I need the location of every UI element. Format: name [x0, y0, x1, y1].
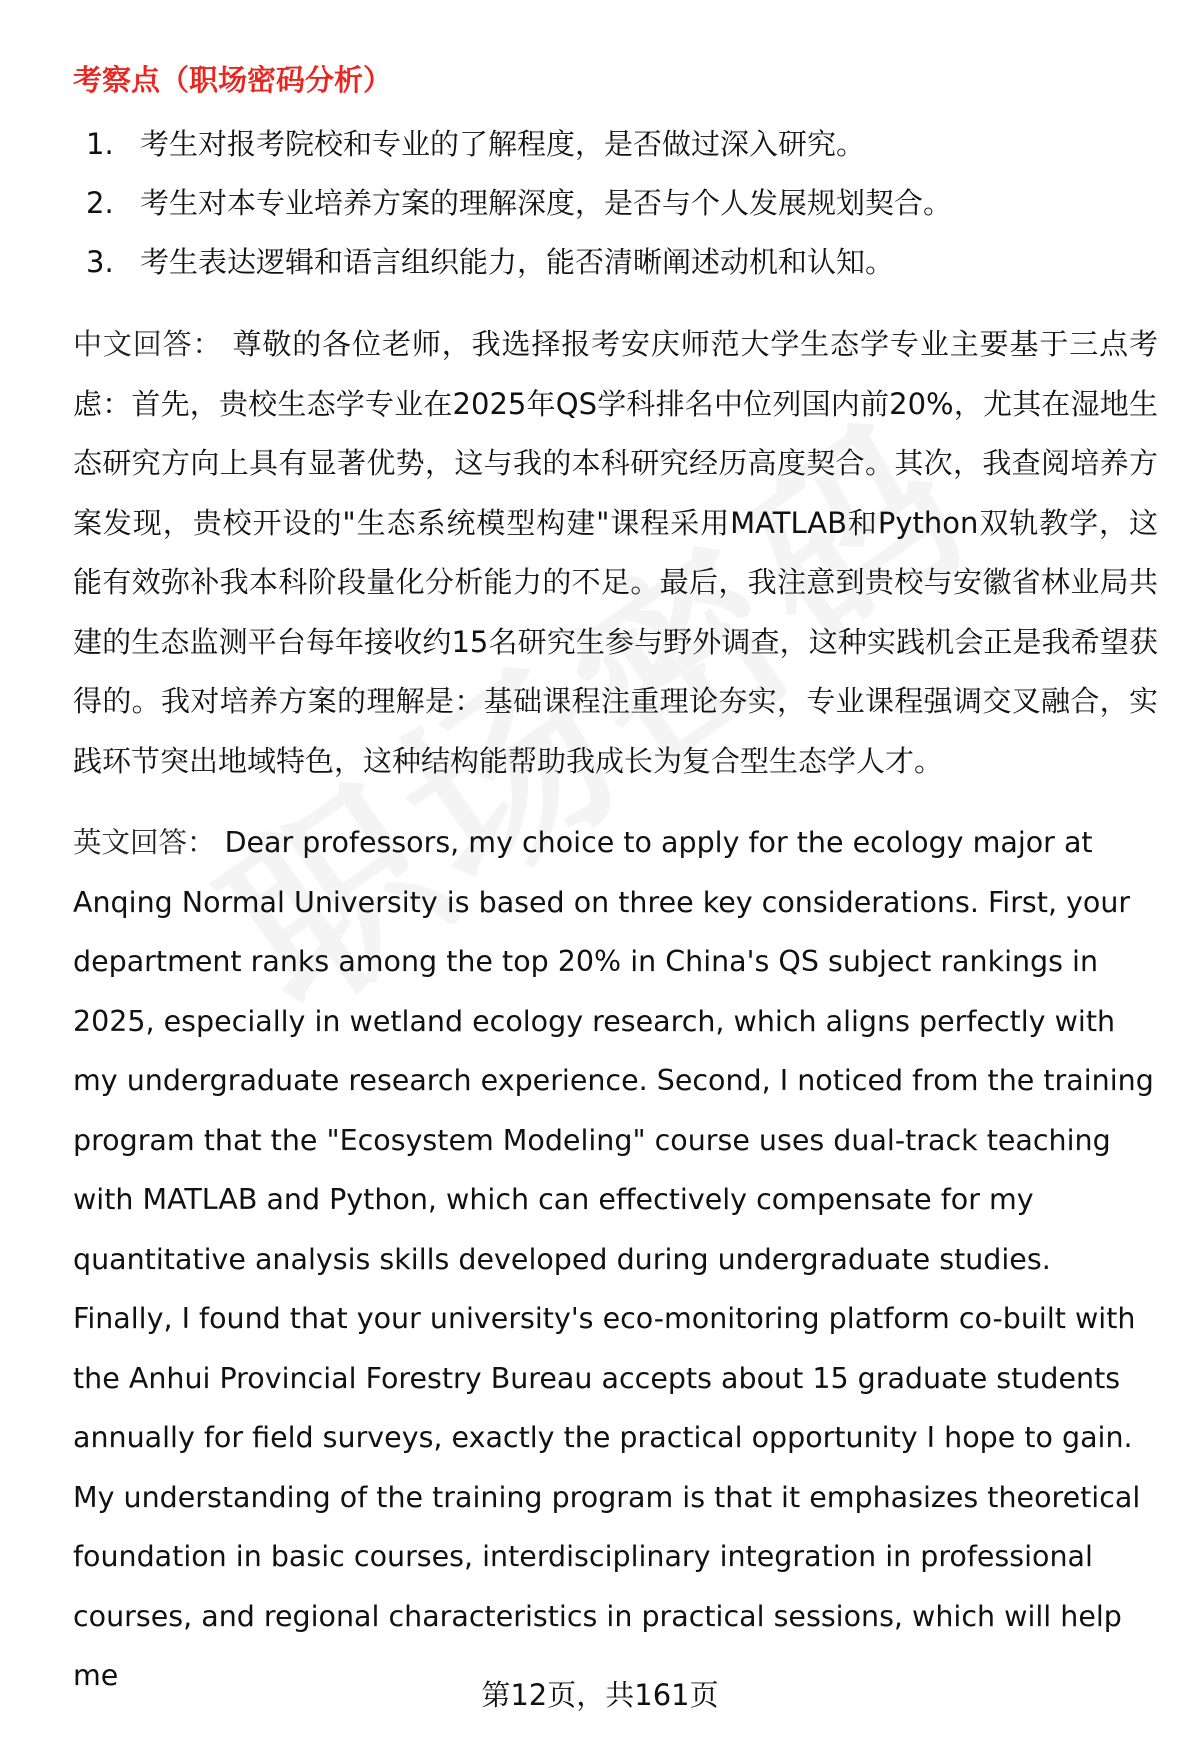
list-text: 考生对报考院校和专业的了解程度，是否做过深入研究。 — [140, 127, 866, 161]
english-answer-paragraph — [73, 813, 1158, 1706]
english-answer-label: 英文回答： — [73, 826, 216, 859]
section-title: 考察点（职场密码分析） — [73, 63, 393, 97]
chinese-answer-text: 尊敬的各位老师，我选择报考安庆师范大学生态学专业主要基于三点考虑：首先，贵校生态学专业在2025年QS学科排名中位列国内前20%，尤其在湿地生态研究方向上具有显著优势，这与我的本科研究经历高度契合。其次，我查阅培养方案发现，贵校开设的"生态系统模型构建"课程采用MATLAB和Python双轨教学，这能有效弥补我本科阶段量化分析能力的不足。最后，我注意到贵校与安徽省林业局共建的生态监测平台每年接收约15名研究生参与野外调查，这种实践机会正是我希望获得的。我对培养方案的理解是：基础课程注重理论夯实，专业课程强调交叉融合，实践环节突出地域特色，这种结构能帮助我成长为复合型生态学人才。 — [73, 327, 1158, 778]
page-number-footer: 第12页，共161页 — [481, 1678, 719, 1712]
english-answer-text: Dear professors, my choice to apply for the ecology major at Anqing Normal University is based on three key considerations. First, your department ranks among the top 20% in China's QS subject rankings in 2025, especially in wetland ecology research, which aligns perfectly with my undergraduate research experience. Second, I noticed from the training program that the "Ecosystem Modeling" course uses dual-track teaching with MATLAB and Python, which can effectively compensate for my quantitative analysis skills developed during undergraduate studies. Finally, I found that your university's eco-monitoring platform co-built with the Anhui Provincial Forestry Bureau accepts about 15 graduate students annually for field surveys, exactly the practical opportunity I hope to gain. My understanding of the training program is that it emphasizes theoretical foundation in basic courses, interdisciplinary integration in professional courses, and regional characteristics in practical sessions, which will help me — [73, 826, 1154, 1692]
list-text: 考生表达逻辑和语言组织能力，能否清晰阐述动机和认知。 — [140, 245, 895, 279]
assessment-points-list — [73, 115, 1158, 292]
list-number: 3. — [86, 245, 114, 279]
list-number: 2. — [86, 186, 114, 220]
document-page — [73, 55, 1158, 1706]
list-item — [73, 233, 1158, 292]
list-item — [73, 174, 1158, 233]
list-number: 1. — [86, 127, 114, 161]
list-text: 考生对本专业培养方案的理解深度，是否与个人发展规划契合。 — [140, 186, 953, 220]
chinese-answer-paragraph — [73, 315, 1158, 791]
chinese-answer-label: 中文回答： — [73, 327, 223, 361]
list-item — [73, 115, 1158, 174]
